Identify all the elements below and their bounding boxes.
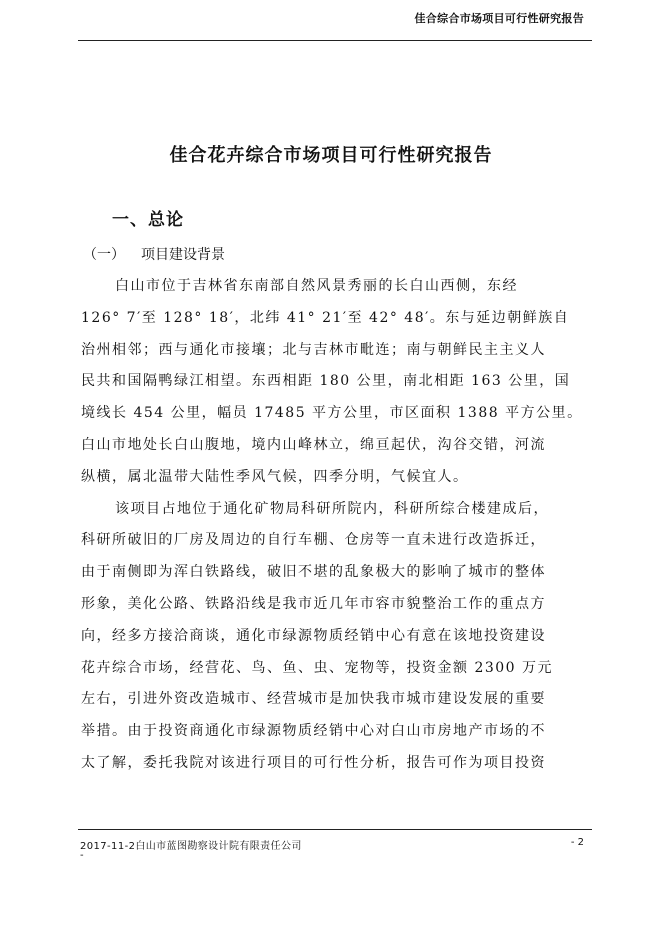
running-header-title: 佳合综合市场项目可行性研究报告 <box>414 12 584 25</box>
text-line: 举措。由于投资商通化市绿源物质经销中心对白山市房地产市场的不 <box>81 723 546 740</box>
header-divider <box>78 40 592 41</box>
text-line: 科研所破旧的厂房及周边的自行车棚、仓房等一直未进行改造拆迁， <box>81 532 546 549</box>
text-line: 纵横，属北温带大陆性季风气候，四季分明，气候宜人。 <box>81 468 469 485</box>
text-line: 花卉综合市场，经营花、鸟、鱼、虫、宠物等，投资金额 2300 万元 <box>81 659 554 676</box>
text-line: 形象，美化公路、铁路沿线是我市近几年市容市貌整治工作的重点方 <box>81 595 546 612</box>
subsection-heading <box>83 244 225 264</box>
page-number: - 2 <box>570 837 584 848</box>
text-line: 白山市地处长白山腹地，境内山峰林立，绵亘起伏，沟谷交错，河流 <box>81 436 546 453</box>
text-line: 太了解，委托我院对该进行项目的可行性分析，报告可作为项目投资 <box>81 754 546 771</box>
text-line: 白山市位于吉林省东南部自然风景秀丽的长白山西侧，东经 <box>115 278 518 294</box>
text-line: 治州相邻；西与通化市接壤；北与吉林市毗连；南与朝鲜民主主义人 <box>81 341 546 358</box>
body-text <box>81 271 588 780</box>
text-line: 境线长 454 公里，幅员 17485 平方公里，市区面积 1388 平方公里。 <box>81 405 583 422</box>
document-title: 佳合花卉综合市场项目可行性研究报告 <box>169 145 493 166</box>
section-heading: 一、总论 <box>112 210 184 230</box>
footer-mark: - <box>80 850 84 861</box>
text-line: 该项目占地位于通化矿物局科研所院内，科研所综合楼建成后， <box>115 500 549 517</box>
footer-divider <box>78 829 592 830</box>
text-line: 126° 7′至 128° 18′，北纬 41° 21′至 42° 48′。东与延边朝鲜族自 <box>81 309 570 326</box>
footer-date-company: 2017-11-2白山市蓝图勘察设计院有限责任公司 <box>80 841 302 852</box>
text-line: 向，经多方接洽商谈，通化市绿源物质经销中心有意在该地投资建设 <box>81 627 546 644</box>
text-line: 由于南侧即为浑白铁路线，破旧不堪的乱象极大的影响了城市的整体 <box>81 564 546 581</box>
text-line: 民共和国隔鸭绿江相望。东西相距 180 公里，南北相距 163 公里，国 <box>81 373 571 390</box>
subsection-title: 项目建设背景 <box>141 247 225 263</box>
subsection-number: （一） <box>83 247 125 263</box>
text-line: 左右，引进外资改造城市、经营城市是加快我市城市建设发展的重要 <box>81 691 546 708</box>
